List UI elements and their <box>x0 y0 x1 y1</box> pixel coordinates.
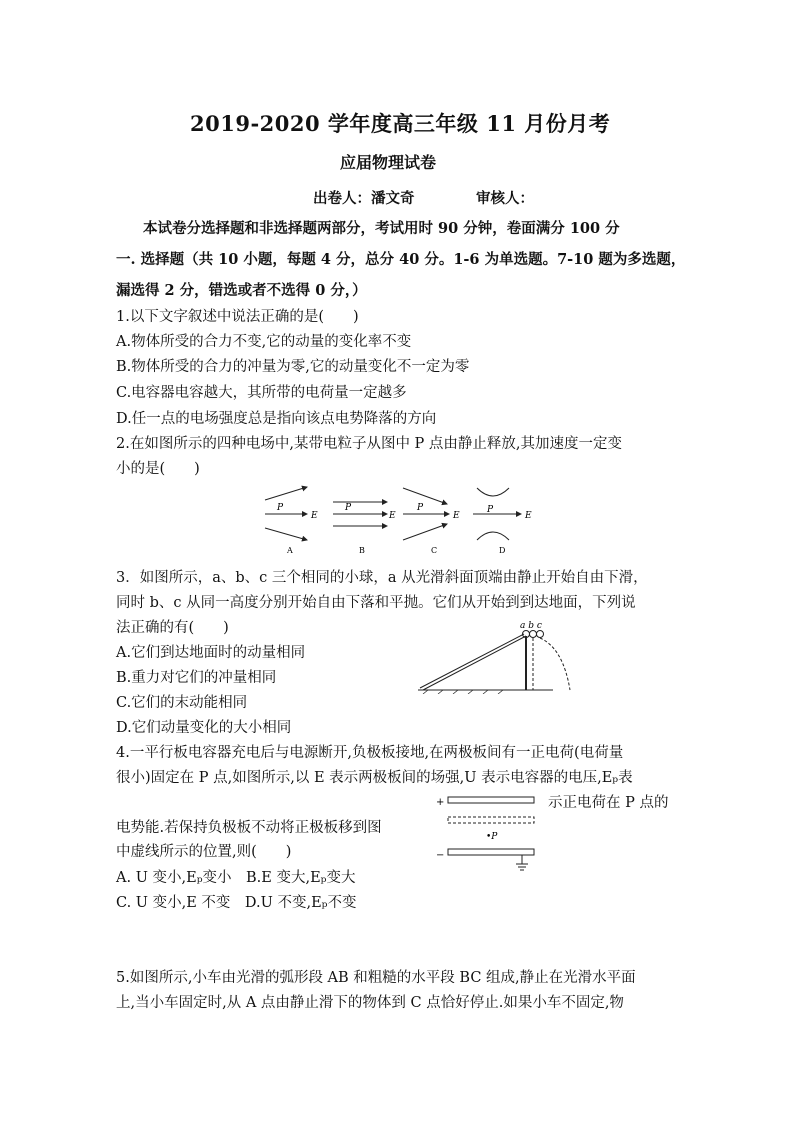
fig-e-c: E <box>453 511 460 521</box>
q2-stem: 2.在如图所示的四种电场中,某带电粒子从图中 P 点由静止释放,其加速度一定变 <box>116 436 623 452</box>
q5-stem: 5.如图所示,小车由光滑的弧形段 AB 和粗糙的水平段 BC 组成,静止在光滑水平面 <box>116 970 636 986</box>
q1-option-a: A.物体所受的合力不变,它的动量的变化率不变 <box>116 334 412 350</box>
q3-stem-cont2: 法正确的有( ) <box>116 620 229 636</box>
q1-option-d: D.任一点的电场强度总是指向该点电势降落的方向 <box>116 411 437 427</box>
negative-plate <box>448 849 534 855</box>
page-subtitle: 应届物理试卷 <box>340 153 437 172</box>
dashed-plate-position <box>448 817 534 823</box>
page-title: 2019-2020 学年度高三年级 11 月份月考 <box>190 111 611 136</box>
q4-stem-cont2: 示正电荷在 P 点的 <box>548 795 669 811</box>
fig-minus-sign: − <box>436 850 445 861</box>
q2-field-figure <box>255 482 545 558</box>
fig-label-a: A <box>287 546 293 555</box>
q3-stem-cont: 同时 b、c 从同一高度分别开始自由下落和平抛。它们从开始到到达地面，下列说 <box>116 595 636 611</box>
fig-plus-sign: + <box>436 797 445 808</box>
field-diagram-c <box>403 488 449 540</box>
fig-label-c: C <box>431 546 438 555</box>
q5-stem-cont: 上,当小车固定时,从 A 点由静止滑下的物体到 C 点恰好停止.如果小车不固定,物 <box>116 995 624 1011</box>
field-diagram-b <box>333 502 387 526</box>
section-heading: 一. 选择题（共 10 小题，每题 4 分，总分 40 分。1-6 为单选题。7-10 题为多选题， <box>116 251 686 268</box>
q4-stem-cont: 很小)固定在 P 点,如图所示,以 E 表示两极板间的场强,U 表示电容器的电压,Eₚ表 <box>116 770 633 786</box>
q4-capacitor-figure <box>434 792 544 874</box>
q3-option-a: A.它们到达地面时的动量相同 <box>116 645 306 661</box>
fig-label-b: B <box>359 546 365 555</box>
q4-options-cd: C. U 变小,E 不变 D.U 不变,Eₚ不变 <box>116 895 357 911</box>
positive-plate <box>448 797 534 803</box>
q4-stem: 4.一平行板电容器充电后与电源断开,负极板接地,在两极板间有一正电荷(电荷量 <box>116 745 624 761</box>
q1-option-b: B.物体所受的合力的冲量为零,它的动量变化不一定为零 <box>116 359 470 375</box>
q4-stem-cont4: 中虚线所示的位置,则( ) <box>116 844 292 860</box>
q3-incline-figure <box>418 618 583 694</box>
q3-option-d: D.它们动量变化的大小相同 <box>116 720 292 736</box>
field-diagram-a <box>265 487 307 540</box>
fig-p-c: P <box>417 503 424 513</box>
fig-point-p: •P <box>486 832 498 842</box>
q3-option-b: B.重力对它们的冲量相同 <box>116 670 277 686</box>
fig-p-a: P <box>277 503 284 513</box>
field-diagram-d <box>473 488 521 540</box>
q4-stem-cont3: 电势能.若保持负极板不动将正极板移到图 <box>116 820 382 836</box>
q1-stem: 1.以下文字叙述中说法正确的是( ) <box>116 309 359 325</box>
fig-e-b: E <box>389 511 396 521</box>
author-label: 出卷人：潘文奇 <box>313 190 415 207</box>
exam-instructions: 本试卷分选择题和非选择题两部分，考试用时 90 分钟，卷面满分 100 分 <box>143 220 620 237</box>
section-heading-cont: 漏选得 2 分，错选或者不选得 0 分，） <box>116 282 367 299</box>
fig-balls-label: a b c <box>520 621 542 631</box>
fig-e-a: E <box>311 511 318 521</box>
fig-label-d: D <box>499 546 506 555</box>
q1-option-c: C.电容器电容越大，其所带的电荷量一定越多 <box>116 385 407 401</box>
q2-stem-cont: 小的是( ) <box>116 461 200 477</box>
fig-e-d: E <box>525 511 532 521</box>
fig-p-d: P <box>487 505 494 515</box>
fig-p-b: P <box>345 503 352 513</box>
reviewer-label: 审核人： <box>476 190 534 207</box>
q4-options-ab: A. U 变小,Eₚ变小 B.E 变大,Eₚ变大 <box>116 870 356 886</box>
ground-icon <box>516 855 528 870</box>
q3-option-c: C.它们的末动能相同 <box>116 695 248 711</box>
q3-stem: 3．如图所示，a、b、c 三个相同的小球，a 从光滑斜面顶端由静止开始自由下滑， <box>116 570 648 586</box>
